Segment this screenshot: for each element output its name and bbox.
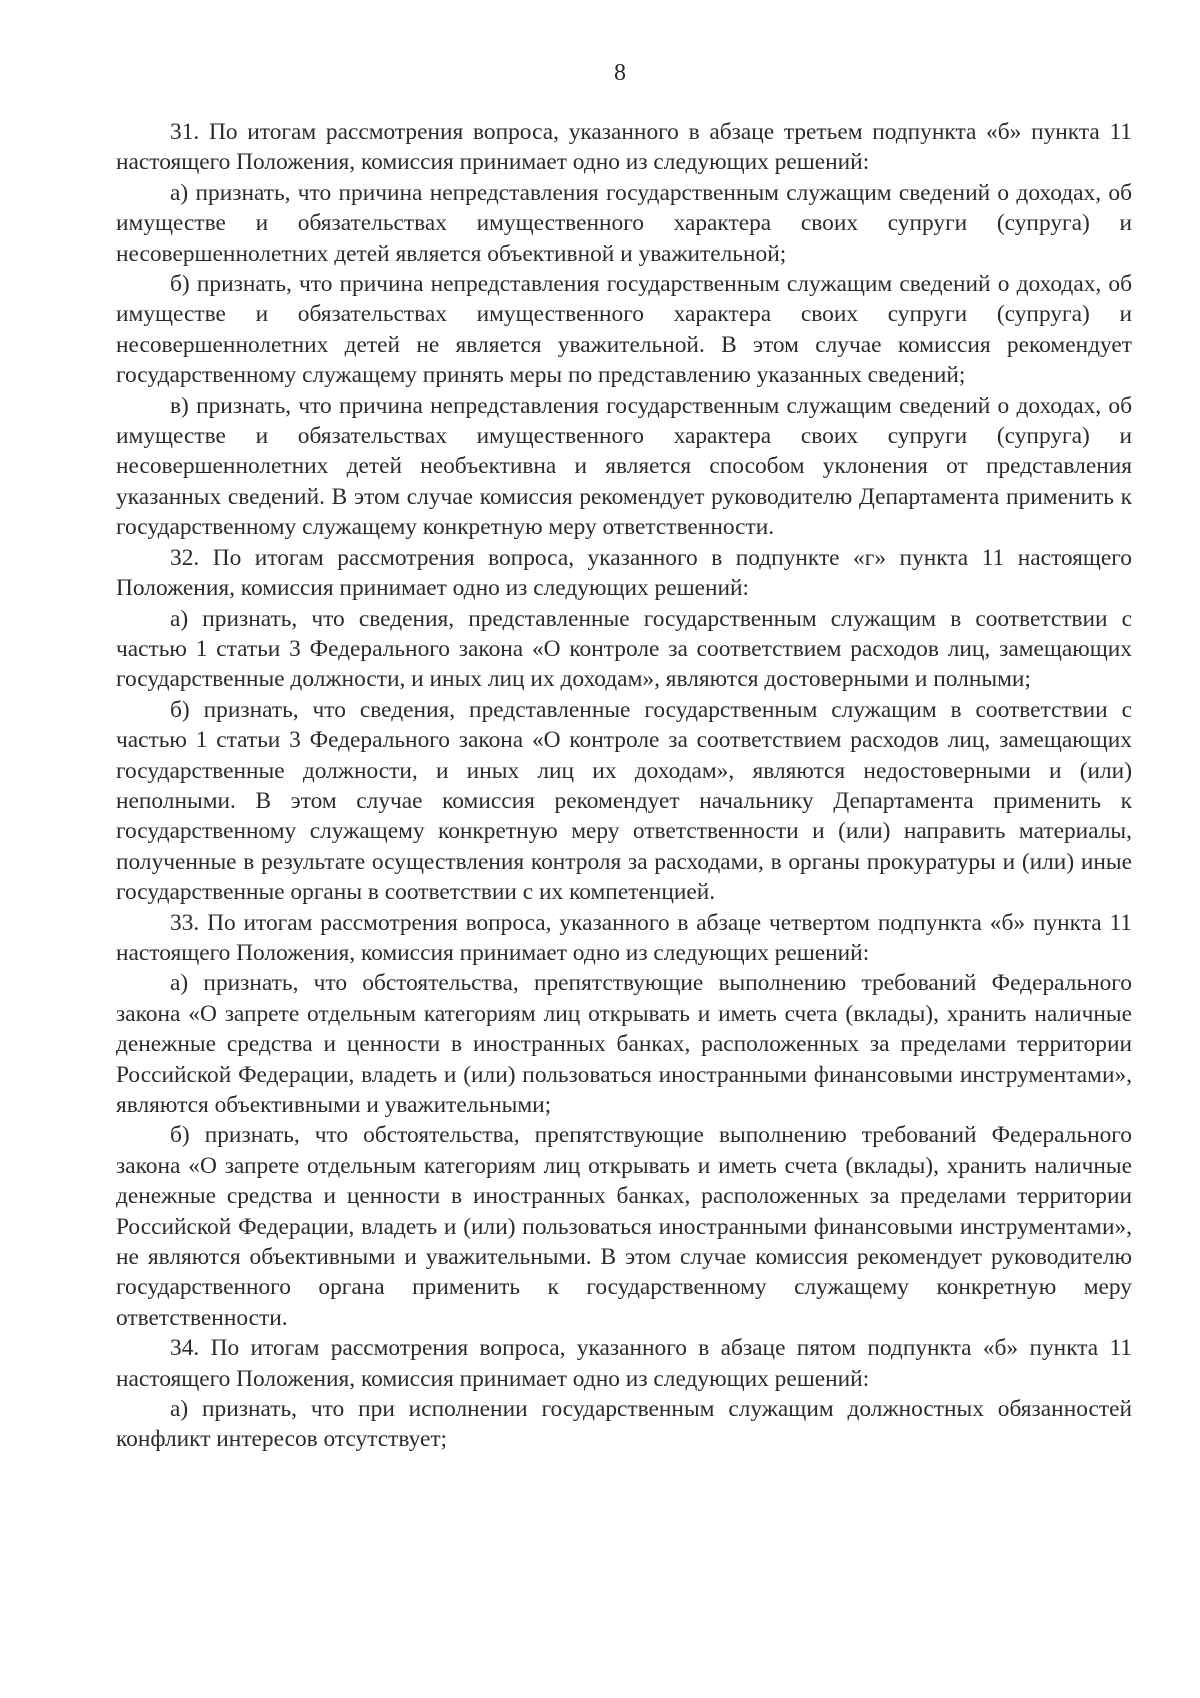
paragraph-31-v: в) признать, что причина непредставления государственным служащим сведений о доходах, об имуществе и обязательствах имущественного характера своих супруги (супруга) и несовершеннолетних детей необъективна и является способом уклонения от представления указанных сведений. В этом случае комиссия рекомендует руководителю Департамента применить к государственному служащему конкретную меру ответственности. (116, 392, 1132, 541)
paragraph-32-b: б) признать, что сведения, представленные государственным служащим в соответствии с частью 1 статьи 3 Федерального закона «О контроле за соответствием расходов лиц, замещающих государственные должности, и иных лиц их доходам», являются недостоверными и (или) неполными. В этом случае комиссия рекомендует начальнику Департамента применить к государственному служащему конкретную меру ответственности и (или) направить материалы, полученные в результате осуществления контроля за расходами, в органы прокуратуры и (или) иные государственные органы в соответствии с их компетенцией. (116, 696, 1132, 906)
paragraph-33: 33. По итогам рассмотрения вопроса, указанного в абзаце четвертом подпункта «б» пункта 11 настоящего Положения, комиссия принимает одно из следующих решений: (116, 909, 1132, 966)
paragraph-33-b: б) признать, что обстоятельства, препятствующие выполнению требований Федерального закона «О запрете отдельным категориям лиц открывать и иметь счета (вклады), хранить наличные денежные средства и ценности в иностранных банках, расположенных за пределами территории Российской Федерации, владеть и (или) пользоваться иностранными финансовыми инструментами», не являются объективными и уважительными. В этом случае комиссия рекомендует руководителю государственного органа применить к государственному служащему конкретную меру ответственности. (116, 1122, 1132, 1331)
paragraph-31-a: а) признать, что причина непредставления государственным служащим сведений о доходах, об имуществе и обязательствах имущественного характера своих супруги (супруга) и несовершеннолетних детей является объективной и уважительной; (116, 179, 1132, 267)
paragraph-34: 34. По итогам рассмотрения вопроса, указанного в абзаце пятом подпункта «б» пункта 11 настоящего Положения, комиссия принимает одно из следующих решений: (116, 1335, 1132, 1392)
paragraph-31-b: б) признать, что причина непредставления государственным служащим сведений о доходах, об имуществе и обязательствах имущественного характера своих супруги (супруга) и несовершеннолетних детей не является уважительной. В этом случае комиссия рекомендует государственному служащему принять меры по представлению указанных сведений; (116, 271, 1132, 389)
document-body (116, 117, 1132, 1455)
paragraph-33-a: а) признать, что обстоятельства, препятствующие выполнению требований Федерального закона «О запрете отдельным категориям лиц открывать и иметь счета (вклады), хранить наличные денежные средства и ценности в иностранных банках, расположенных за пределами территории Российской Федерации, владеть и (или) пользоваться иностранными финансовыми инструментами», являются объективными и уважительными; (116, 970, 1132, 1118)
paragraph-32-a: а) признать, что сведения, представленные государственным служащим в соответствии с частью 1 статьи 3 Федерального закона «О контроле за соответствием расходов лиц, замещающих государственные должности, и иных лиц их доходам», являются достоверными и полными; (116, 605, 1132, 693)
paragraph-34-a: а) признать, что при исполнении государственным служащим должностных обязанностей конфликт интересов отсутствует; (116, 1396, 1132, 1453)
paragraph-31: 31. По итогам рассмотрения вопроса, указанного в абзаце третьем подпункта «б» пункта 11 настоящего Положения, комиссия принимает одно из следующих решений: (116, 119, 1132, 176)
page-number: 8 (614, 60, 626, 86)
paragraph-32: 32. По итогам рассмотрения вопроса, указанного в подпункте «г» пункта 11 настоящего Положения, комиссия принимает одно из следующих решений: (116, 544, 1132, 602)
